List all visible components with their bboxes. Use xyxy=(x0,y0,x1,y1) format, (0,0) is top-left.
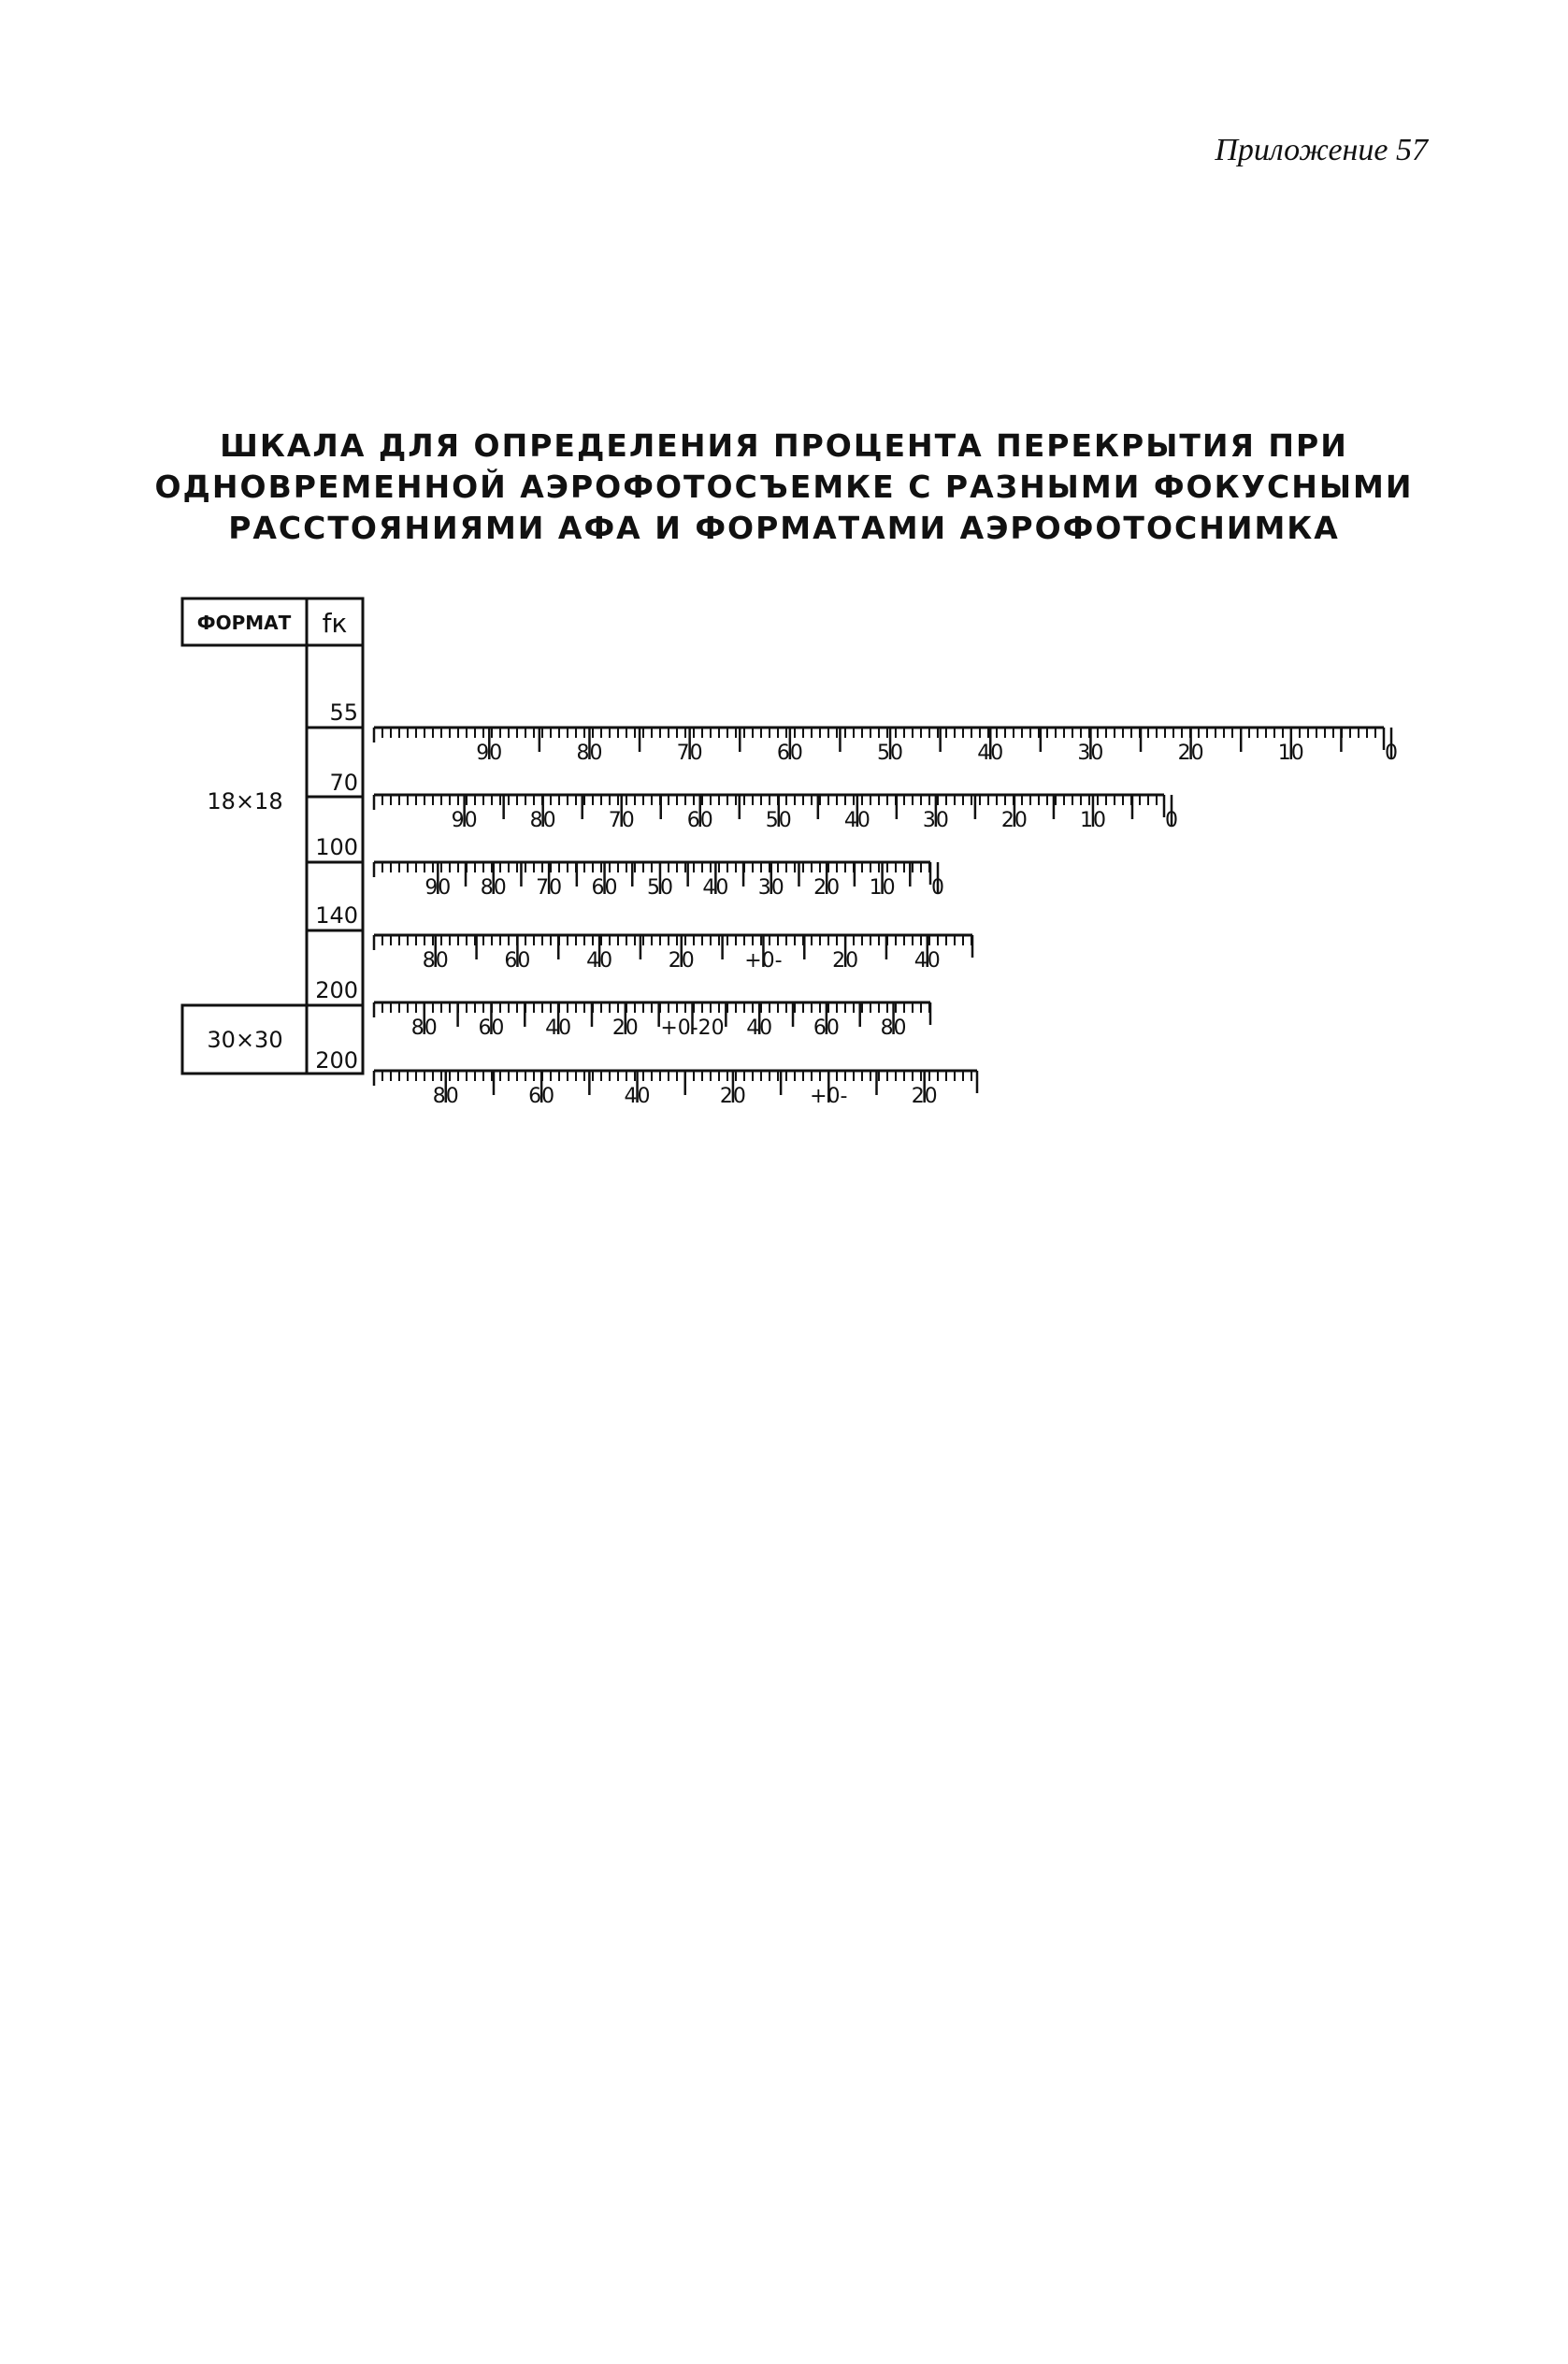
scale-label: 10 xyxy=(1277,742,1304,765)
scale-label: 0 xyxy=(1385,742,1398,765)
scale-label: 60 xyxy=(504,949,531,973)
scale-label: 10 xyxy=(1079,809,1106,832)
scale-label: 60 xyxy=(591,876,618,900)
scale-label: 90 xyxy=(476,742,503,765)
scale-label: 70 xyxy=(536,876,563,900)
scale-label: 80 xyxy=(422,949,449,973)
scale-label: 80 xyxy=(432,1085,459,1108)
fk-value: 200 xyxy=(315,977,358,1003)
overlap-scale xyxy=(374,1071,977,1108)
scale-label: 80 xyxy=(576,742,603,765)
scale-label: 60 xyxy=(776,742,803,765)
fk-value: 200 xyxy=(315,1047,358,1074)
fk-value: 55 xyxy=(329,699,358,726)
overlap-scale xyxy=(374,862,944,900)
scale-label: 40 xyxy=(586,949,613,973)
scale-label: 20 xyxy=(668,949,695,973)
overlap-scale xyxy=(374,728,1398,765)
scale-label: 40 xyxy=(913,949,941,973)
scale-label: 60 xyxy=(813,1016,840,1040)
scale-label: 40 xyxy=(977,742,1004,765)
scale-label: +0-20 xyxy=(660,1016,725,1040)
scale-label: 60 xyxy=(528,1085,555,1108)
scale-label: 0 xyxy=(931,876,944,900)
fk-value: 100 xyxy=(315,834,358,860)
scale-label: 30 xyxy=(1077,742,1104,765)
scale-label: 40 xyxy=(843,809,870,832)
scale-label: 20 xyxy=(611,1016,639,1040)
document-title xyxy=(0,425,1568,549)
scale-label: 50 xyxy=(646,876,673,900)
overlap-scale xyxy=(374,1002,930,1040)
scale-label: 20 xyxy=(911,1085,938,1108)
appendix-label: Приложение 57 xyxy=(1215,133,1428,167)
scale-label: 20 xyxy=(832,949,859,973)
scale-label: 60 xyxy=(686,809,713,832)
scale-label: 60 xyxy=(478,1016,505,1040)
format-30x30: 30×30 xyxy=(207,1027,283,1053)
scale-label: +0- xyxy=(810,1085,848,1108)
scale-label: 40 xyxy=(624,1085,651,1108)
overlap-scale xyxy=(374,935,972,973)
scale-label: 80 xyxy=(480,876,507,900)
scale-label: 20 xyxy=(719,1085,746,1108)
fk-value: 70 xyxy=(329,770,358,796)
format-header: ФОРМАТ xyxy=(196,612,292,634)
fk-value: 140 xyxy=(315,902,358,929)
scale-label: +0- xyxy=(744,949,783,973)
scale-label: 40 xyxy=(702,876,729,900)
format-18x18: 18×18 xyxy=(207,788,283,814)
scale-label: 80 xyxy=(880,1016,907,1040)
scale-label: 90 xyxy=(451,809,478,832)
title-line: ШКАЛА ДЛЯ ОПРЕДЕЛЕНИЯ ПРОЦЕНТА ПЕРЕКРЫТИЯ ПРИ xyxy=(220,427,1348,464)
fk-header: fк xyxy=(322,608,348,639)
scale-label: 70 xyxy=(608,809,635,832)
scale-label: 50 xyxy=(877,742,904,765)
overlap-scale-diagram xyxy=(0,580,1568,1122)
scale-label: 0 xyxy=(1165,809,1178,832)
overlap-scale xyxy=(374,795,1178,832)
scale-label: 40 xyxy=(746,1016,773,1040)
scale-label: 80 xyxy=(529,809,556,832)
scale-label: 20 xyxy=(1000,809,1028,832)
scale-label: 20 xyxy=(813,876,841,900)
scale-label: 50 xyxy=(765,809,792,832)
scale-label: 80 xyxy=(410,1016,438,1040)
scale-label: 90 xyxy=(424,876,452,900)
title-line: ОДНОВРЕМЕННОЙ АЭРОФОТОСЪЕМКЕ С РАЗНЫМИ ФОКУСНЫМИ xyxy=(154,468,1414,505)
scale-label: 20 xyxy=(1177,742,1204,765)
scale-label: 70 xyxy=(676,742,703,765)
title-line: РАССТОЯНИЯМИ АФА И ФОРМАТАМИ АЭРОФОТОСНИМКА xyxy=(228,510,1340,546)
scale-label: 40 xyxy=(545,1016,572,1040)
scale-label: 30 xyxy=(757,876,784,900)
scale-label: 30 xyxy=(922,809,949,832)
scale-label: 10 xyxy=(869,876,896,900)
